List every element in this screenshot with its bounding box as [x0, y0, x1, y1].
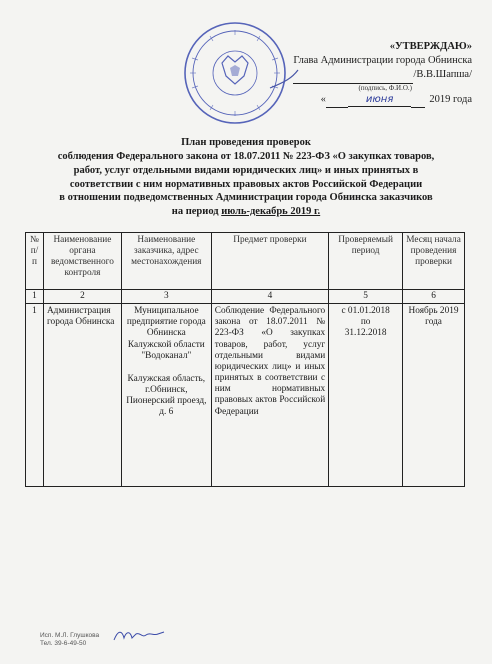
column-number: 4: [211, 290, 328, 304]
approval-signatory: /В.В.Шапша/: [413, 69, 472, 81]
approval-title: «УТВЕРЖДАЮ»: [389, 41, 472, 52]
executor-footer: [40, 632, 99, 648]
table-row: [26, 304, 465, 487]
row-period-cell: [329, 304, 403, 487]
column-header-subject: Предмет проверки: [211, 233, 328, 290]
executor-name: Исп. М.Л. Глушкова: [40, 632, 100, 639]
column-number: 1: [26, 290, 44, 304]
column-header-authority: Наименование органа ведомственного контроля: [43, 233, 121, 290]
approval-date-month-handwritten: июня: [348, 93, 411, 108]
plan-title-line-6: [30, 205, 462, 219]
row-customer-address: Калужская область, г.Обнинск, Пионерский проезд, д. 6: [126, 373, 207, 418]
column-number: 5: [329, 290, 403, 304]
executor-phone: Тел. 39-6-49-50: [40, 640, 87, 648]
approval-position: Глава Администрации города Обнинска: [293, 55, 472, 67]
row-customer-cell: [121, 304, 211, 487]
approval-block: [202, 40, 472, 108]
column-number-row: [26, 290, 465, 304]
plan-title: [30, 136, 462, 219]
date-month-line: [411, 93, 425, 108]
column-header-period: Проверяемый период: [329, 233, 403, 290]
date-day-line: [326, 93, 348, 108]
row-month: Ноябрь 2019 года: [403, 304, 465, 487]
approval-date-row: [202, 93, 472, 108]
plan-title-line-3: работ, услуг отдельными видами юридических лиц» и иных принятых в: [73, 164, 419, 176]
column-number: 6: [403, 290, 465, 304]
column-number: 3: [121, 290, 211, 304]
plan-period-prefix: на период: [171, 206, 222, 218]
plan-period: июль-декабрь 2019 г.: [221, 206, 321, 218]
approval-date-year: 2019 года: [429, 93, 472, 105]
inspection-plan-table: [25, 232, 465, 487]
row-subject: Соблюдение Федерального закона от 18.07.2011 № 223-ФЗ «О закупках товаров, работ, услуг отдельными видами юридических лиц» и иных принятых в соответствии с ним нормативных правовых актов Российской Федерации: [211, 304, 328, 487]
approval-date-day: «: [320, 93, 326, 105]
plan-title-line-4: соответствии с ним нормативных правовых актов Российской Федерации: [69, 178, 423, 190]
cell-spacer: [125, 362, 208, 374]
table-header-row: [26, 233, 465, 290]
signature-line: [293, 68, 413, 83]
plan-title-line-5: в отношении подведомственных Администрации города Обнинска заказчиков: [59, 192, 433, 204]
row-customer-name: Муниципальное предприятие города Обнинска Калужской области "Водоканал": [126, 306, 206, 361]
handwritten-signature: [112, 626, 172, 644]
row-period-to: 31.12.2018: [344, 328, 387, 339]
row-period-from: с 01.01.2018: [341, 306, 390, 317]
signature-caption: (подпись, Ф.И.О.): [358, 83, 412, 92]
row-authority: Администрация города Обнинска: [43, 304, 121, 487]
plan-title-line-2: соблюдения Федерального закона от 18.07.2011 № 223-ФЗ «О закупках товаров,: [57, 150, 435, 162]
column-header-customer: Наименование заказчика, адрес местонахождения: [121, 233, 211, 290]
column-header-number: № п/п: [26, 233, 44, 290]
row-number: 1: [26, 304, 44, 487]
approval-signature-row: [202, 68, 472, 83]
column-header-month: Месяц начала проведения проверки: [403, 233, 465, 290]
column-number: 2: [43, 290, 121, 304]
plan-title-line-1: План проведения проверок: [181, 137, 311, 148]
row-period-to-label: по: [360, 317, 371, 328]
